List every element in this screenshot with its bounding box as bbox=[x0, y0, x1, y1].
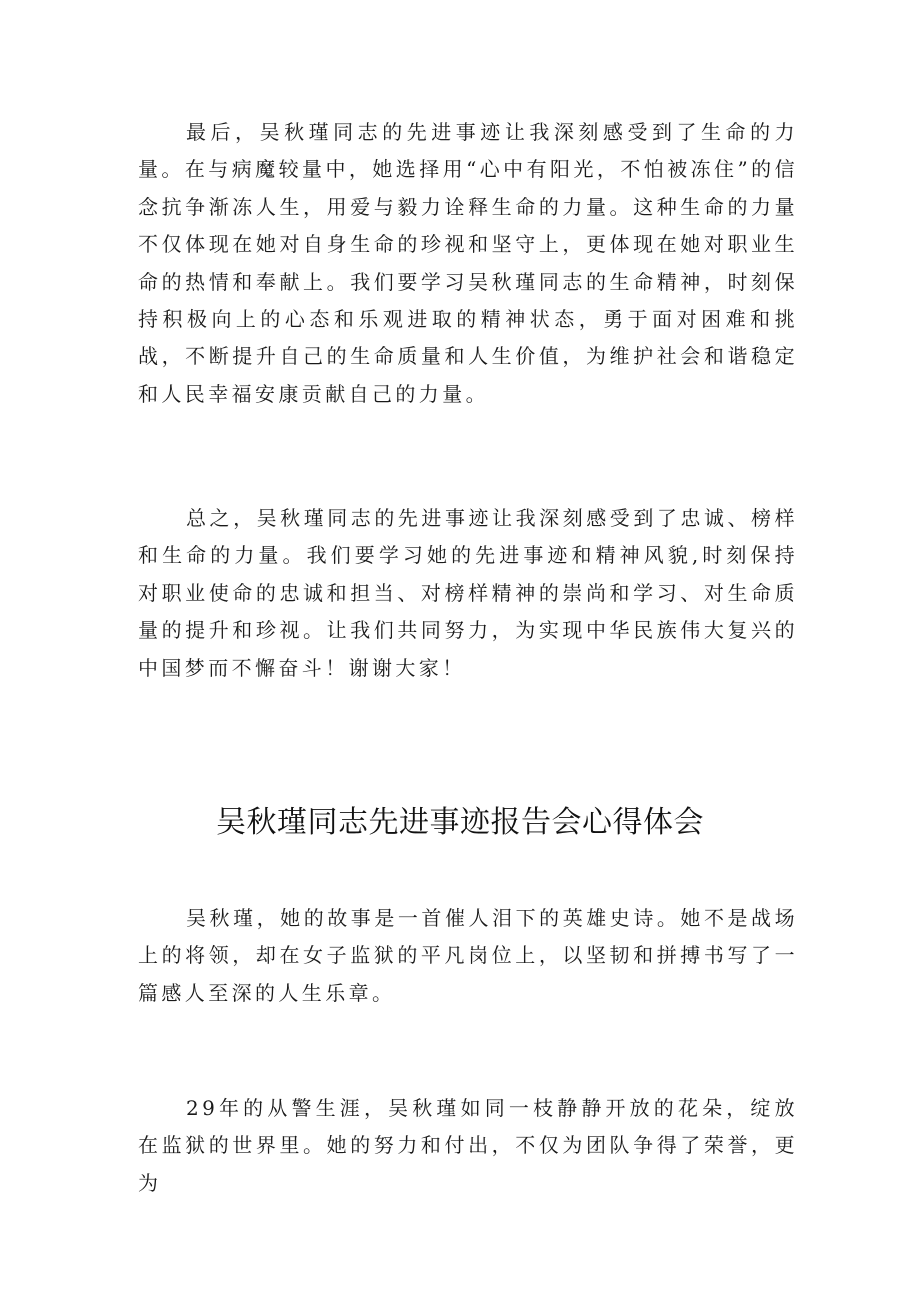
paragraph-summary: 总之，吴秋瑾同志的先进事迹让我深刻感受到了忠诚、榜样和生命的力量。我们要学习她的先进事迹和精神风貌,时刻保持对职业使命的忠诚和担当、对榜样精神的崇尚和学习、对生命质量的提升和珍视。让我们共同努力，为实现中华民族伟大复兴的中国梦而不懈奋斗！谢谢大家！ bbox=[138, 506, 798, 680]
paragraph-intro: 吴秋瑾，她的故事是一首催人泪下的英雄史诗。她不是战场上的将领，却在女子监狱的平凡岗位上，以坚韧和拼搏书写了一篇感人至深的人生乐章。 bbox=[138, 906, 798, 1005]
paragraph-conclusion-life: 最后，吴秋瑾同志的先进事迹让我深刻感受到了生命的力量。在与病魔较量中，她选择用“心中有阳光，不怕被冻住”的信念抗争渐冻人生，用爱与毅力诠释生命的力量。这种生命的力量不仅体现在她对自身生命的珍视和坚守上，更体现在她对职业生命的热情和奉献上。我们要学习吴秋瑾同志的生命精神，时刻保持积极向上的心态和乐观进取的精神状态，勇于面对困难和挑战，不断提升自己的生命质量和人生价值，为维护社会和谐稳定和人民幸福安康贡献自己的力量。 bbox=[138, 120, 798, 406]
section-title: 吴秋瑾同志先进事迹报告会心得体会 bbox=[216, 805, 704, 840]
paragraph-career: 29年的从警生涯，吴秋瑾如同一枝静静开放的花朵，绽放在监狱的世界里。她的努力和付出，不仅为团队争得了荣誉，更为 bbox=[138, 1096, 798, 1195]
